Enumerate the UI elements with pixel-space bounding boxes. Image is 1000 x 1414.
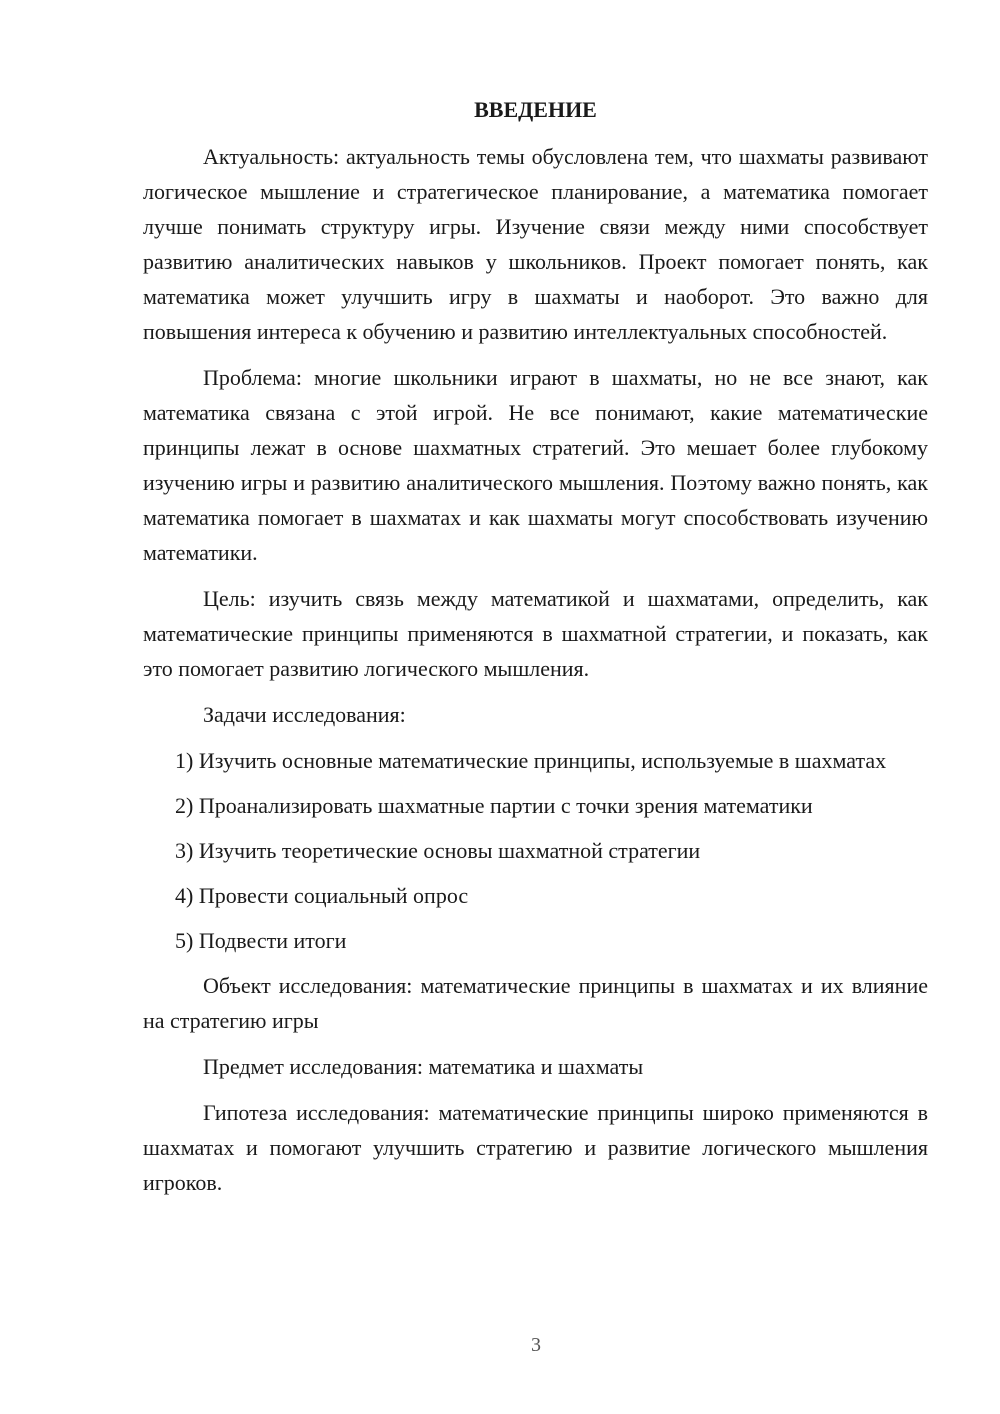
page-title: ВВЕДЕНИЕ [474,97,597,122]
subject-paragraph: Предмет исследования: математика и шахматы [203,1054,644,1079]
tasks-list [143,743,928,958]
task-item: 2) Проанализировать шахматные партии с точки зрения математики [175,793,813,818]
task-item: 1) Изучить основные математические принципы, используемые в шахматах [175,748,887,773]
document-body [143,95,928,1211]
tasks-heading: Задачи исследования: [203,702,406,727]
page-number: 3 [531,1334,541,1356]
relevance-paragraph: Актуальность: актуальность темы обусловлена тем, что шахматы развивают логическое мышление и стратегическое планирование, а математика помогает лучше понимать структуру игры. Изучение связи между ними способствует развитию аналитических навыков у школьников. Проект помогает понять, как математика может улучшить игру в шахматы и наоборот. Это важно для повышения интереса к обучению и развитию интеллектуальных способностей. [143,144,928,344]
goal-paragraph: Цель: изучить связь между математикой и шахматами, определить, как математические принципы применяются в шахматной стратегии, и показать, как это помогает развитию логического мышления. [143,586,928,681]
problem-paragraph: Проблема: многие школьники играют в шахматы, но не все знают, как математика связана с этой игрой. Не все понимают, какие математические принципы лежат в основе шахматных стратегий. Это мешает более глубокому изучению игры и развитию аналитического мышления. Поэтому важно понять, как математика помогает в шахматах и как шахматы могут способствовать изучению математики. [143,365,928,565]
task-item: 4) Провести социальный опрос [175,883,469,908]
object-paragraph: Объект исследования: математические принципы в шахматах и их влияние на стратегию игры [143,973,928,1033]
task-item: 3) Изучить теоретические основы шахматной стратегии [175,838,701,863]
hypothesis-paragraph: Гипотеза исследования: математические принципы широко применяются в шахматах и помогают улучшить стратегию и развитие логического мышления игроков. [143,1100,928,1195]
task-item: 5) Подвести итоги [175,928,347,953]
